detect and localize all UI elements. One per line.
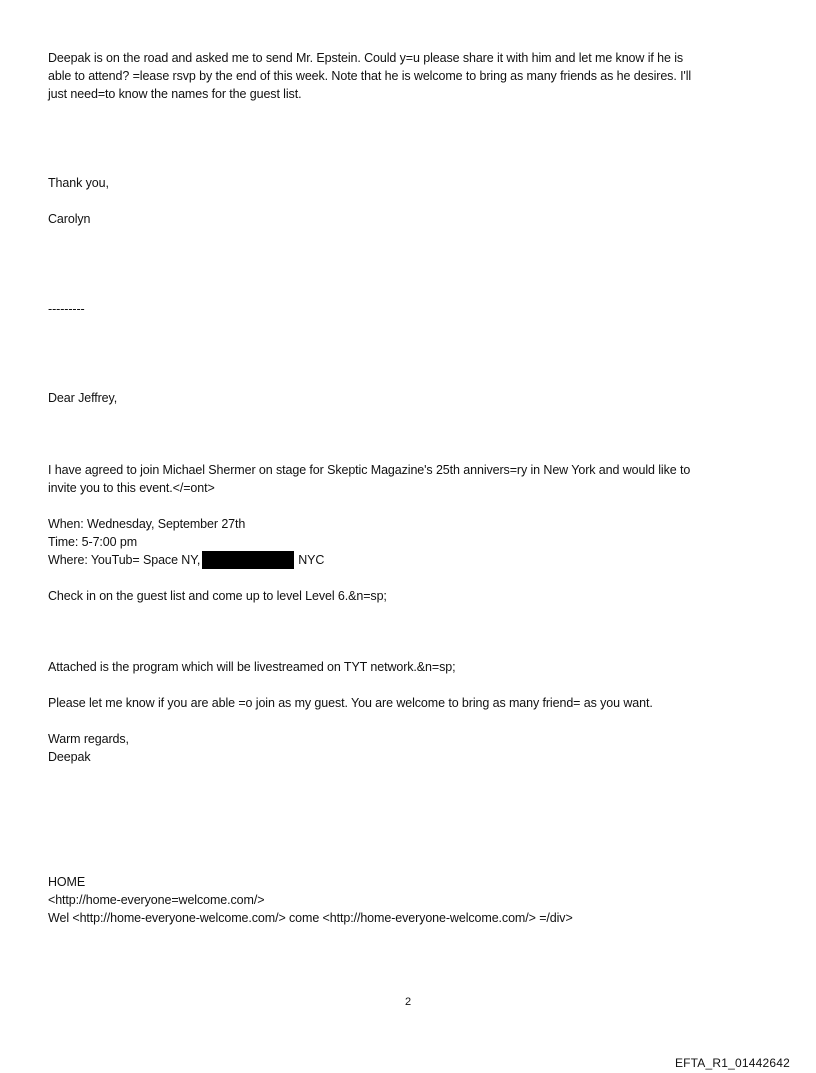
letter-body-line-2: invite you to this event.</=ont> — [48, 481, 215, 495]
intro-line-3: just need=to know the names for the guest list. — [48, 87, 302, 101]
event-where-suffix: NYC — [298, 553, 325, 567]
letter-regards: Warm regards, — [48, 732, 129, 746]
event-where-prefix: Where: YouTub= Space NY, — [48, 553, 201, 567]
message-separator: --------- — [48, 302, 85, 316]
event-where — [48, 551, 324, 569]
attached-program-note: Attached is the program which will be livestreamed on TYT network.&n=sp; — [48, 660, 456, 674]
footer-home: HOME — [48, 875, 86, 889]
closing-name: Carolyn — [48, 212, 91, 226]
bates-number: EFTA_R1_01442642 — [674, 1056, 790, 1070]
redaction-block — [202, 551, 294, 569]
checkin-instructions: Check in on the guest list and come up to level Level 6.&n=sp; — [48, 589, 387, 603]
page-number: 2 — [404, 996, 412, 1008]
event-time: Time: 5-7:00 pm — [48, 535, 138, 549]
intro-line-1: Deepak is on the road and asked me to send Mr. Epstein. Could y=u please share it with him and let me know if he is — [48, 51, 684, 65]
footer-url: <http://home-everyone=welcome.com/> — [48, 893, 265, 907]
rsvp-request: Please let me know if you are able =o join as my guest. You are welcome to bring as many friend= as you want. — [48, 696, 653, 710]
letter-signature: Deepak — [48, 750, 91, 764]
footer-welcome-line: Wel <http://home-everyone-welcome.com/> come <http://home-everyone-welcome.com/> =/div> — [48, 911, 573, 925]
event-when: When: Wednesday, September 27th — [48, 517, 246, 531]
letter-greeting: Dear Jeffrey, — [48, 391, 118, 405]
intro-line-2: able to attend? =lease rsvp by the end of this week. Note that he is welcome to bring as many friends as he desires. I'll — [48, 69, 692, 83]
closing-thanks: Thank you, — [48, 176, 109, 190]
letter-body-line-1: I have agreed to join Michael Shermer on stage for Skeptic Magazine's 25th annivers=ry in New York and would like to — [48, 463, 691, 477]
